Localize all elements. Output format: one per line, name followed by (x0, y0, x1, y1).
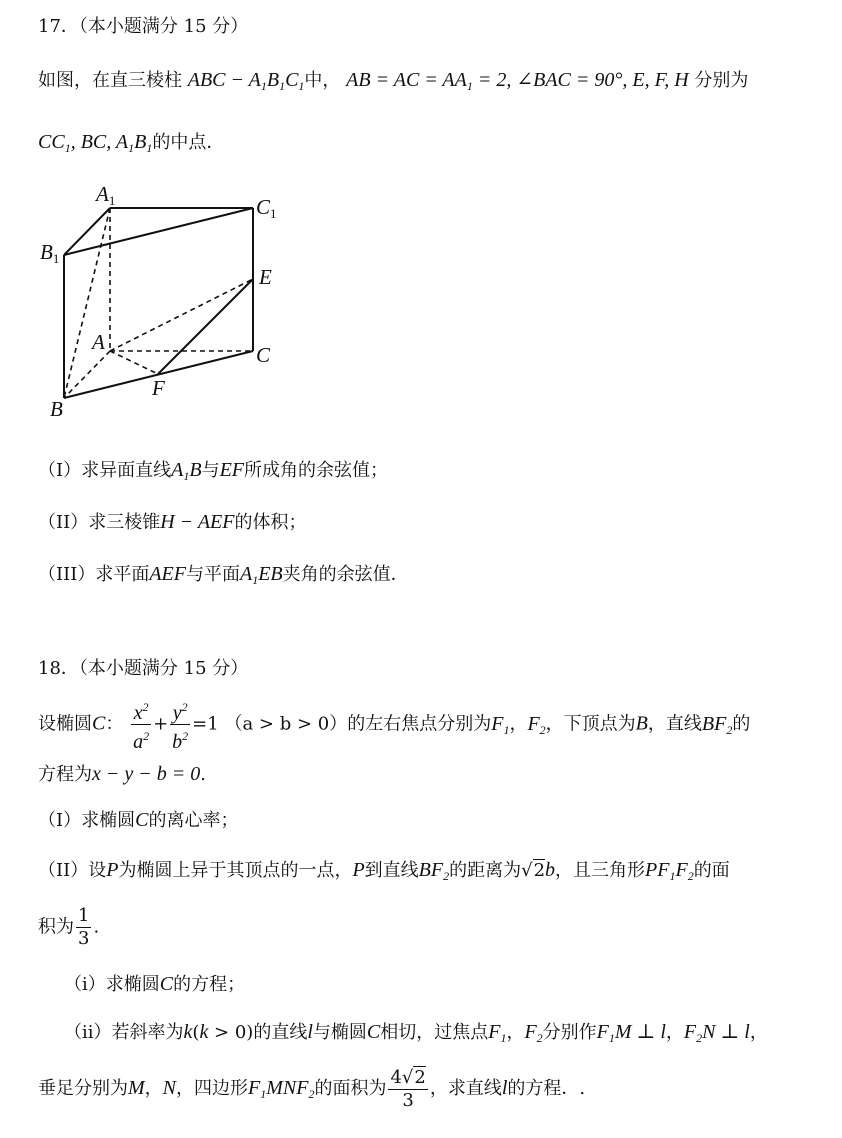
q18-part1: （I）求椭圆C的离心率； (38, 809, 239, 831)
q18-sub-ii: （ii）若斜率为k(k > 0)的直线l与椭圆C相切，过焦点$F_1$，$F_2$分别作$F_1M$ ⊥ l，$F_2N$ ⊥ l， (64, 1021, 768, 1045)
label-a: A (92, 330, 105, 354)
q18-intro-line1: 设椭圆C： $\frac{x^2}{a^2}$ + $\frac{y^2}{b^2}$ =1 （a > b > 0）的左右焦点分别为$F_1$，$F_2$，下顶点为B，直线$BF_2$的 (38, 696, 750, 753)
label-c: C (256, 343, 271, 367)
edge-ae (110, 279, 253, 351)
edge-b1c1 (64, 208, 253, 255)
edge-a1b1 (64, 208, 110, 255)
q17-intro-line1: 如图，在直三棱柱 ABC − $A_1B_1C_1$中， AB = AC = $AA_1 = 2$, ∠BAC = 90°, E, F, H 分别为 (38, 69, 749, 93)
edge-ef (158, 279, 253, 374)
label-a1: A1 (96, 182, 116, 208)
q17-intro-line2: $CC_1$, BC, $A_1B_1$的中点． (38, 131, 225, 155)
prism-figure (40, 180, 300, 430)
edge-a1b (64, 208, 110, 398)
q18-part2: （II）设P为椭圆上异于其顶点的一点，P到直线$BF_2$的距离为√2b，且三角形$PF_1F_2$的面 (38, 859, 730, 883)
label-f: F (152, 376, 165, 400)
label-b: B (50, 397, 63, 421)
q18-header: 18．（本小题满分 15 分） (38, 658, 249, 679)
q17-header: 17．（本小题满分 15 分） (38, 16, 249, 37)
q18-foot: 垂足分别为M，N，四边形$F_1MNF_2$的面积为 $\frac{4√2}{3}$ ，求直线l的方程．. (38, 1067, 586, 1111)
q18-sub-i: （i）求椭圆C的方程； (64, 973, 246, 995)
label-e: E (259, 265, 272, 289)
label-c1: C1 (256, 195, 277, 221)
q17-part2: （II）求三棱锥H − AEF的体积； (38, 511, 307, 533)
q17-part1: （I）求异面直线$A_1B$与EF所成角的余弦值； (38, 459, 388, 483)
q18-area: 积为 $\frac{1}{3}$ . (38, 905, 100, 949)
label-b1: B1 (40, 240, 60, 266)
edge-af (110, 351, 158, 374)
q18-intro-line2: 方程为x − y − b = 0. (38, 763, 206, 785)
edge-ab (64, 351, 110, 398)
q17-part3: （III）求平面AEF与平面$A_1EB$夹角的余弦值． (38, 563, 409, 587)
